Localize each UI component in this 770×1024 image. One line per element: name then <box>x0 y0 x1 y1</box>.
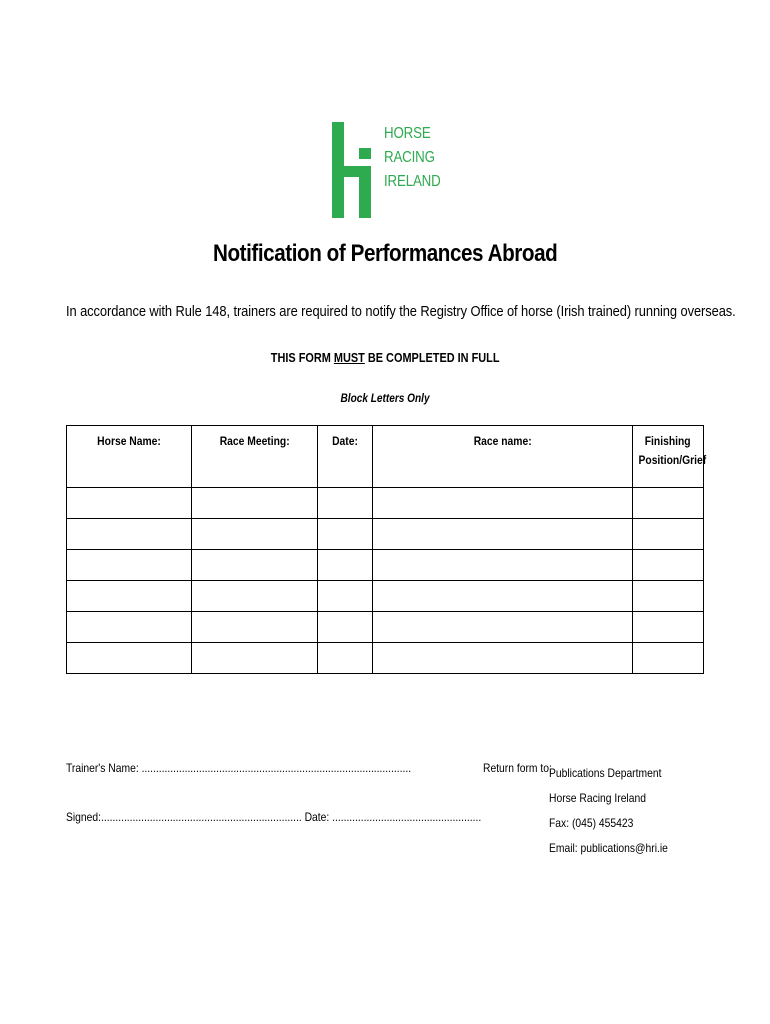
return-form-label: Return form to: <box>483 761 552 775</box>
form-title <box>0 240 770 268</box>
table-row <box>67 550 704 581</box>
header-race-meeting: Race Meeting: <box>192 426 318 488</box>
logo-line-racing: RACING <box>384 149 435 166</box>
block-letters-note <box>0 391 770 405</box>
cell-horse-name[interactable] <box>67 612 192 643</box>
cell-race-meeting[interactable] <box>192 612 318 643</box>
return-email: Email: publications@hri.ie <box>549 841 668 855</box>
hri-logo <box>332 122 442 218</box>
logo-line-ireland: IRELAND <box>384 173 441 190</box>
cell-finishing-position[interactable] <box>633 643 704 674</box>
cell-finishing-position[interactable] <box>633 488 704 519</box>
header-horse-name: Horse Name: <box>67 426 192 488</box>
table-row <box>67 612 704 643</box>
cell-date[interactable] <box>318 643 373 674</box>
header-date: Date: <box>318 426 373 488</box>
cell-race-name[interactable] <box>373 612 633 643</box>
performance-table <box>66 425 707 674</box>
header-finishing-position: Finishing Position/Grief <box>633 426 704 488</box>
cell-finishing-position[interactable] <box>633 519 704 550</box>
cell-race-name[interactable] <box>373 550 633 581</box>
cell-horse-name[interactable] <box>67 550 192 581</box>
logo-wordmark <box>384 122 441 194</box>
table-header-row <box>67 426 704 488</box>
signed-date-line[interactable]: Signed:...................................................................... Date: .................................................... <box>66 810 482 824</box>
intro-text: In accordance with Rule 148, trainers are required to notify the Registry Office of horse (Irish trained) running overseas. <box>66 303 736 320</box>
cell-horse-name[interactable] <box>67 488 192 519</box>
cell-race-name[interactable] <box>373 519 633 550</box>
cell-finishing-position[interactable] <box>633 612 704 643</box>
table-row <box>67 581 704 612</box>
cell-race-meeting[interactable] <box>192 643 318 674</box>
cell-race-name[interactable] <box>373 581 633 612</box>
table-row <box>67 488 704 519</box>
trainer-name-line[interactable]: Trainer's Name: .............................................................................................. <box>66 761 412 775</box>
header-race-name: Race name: <box>373 426 633 488</box>
cell-date[interactable] <box>318 581 373 612</box>
must-after: BE COMPLETED IN FULL <box>364 350 500 365</box>
cell-date[interactable] <box>318 550 373 581</box>
cell-finishing-position[interactable] <box>633 550 704 581</box>
cell-race-name[interactable] <box>373 643 633 674</box>
cell-race-meeting[interactable] <box>192 581 318 612</box>
table-row <box>67 519 704 550</box>
must-complete-notice <box>0 350 770 365</box>
cell-finishing-position[interactable] <box>633 581 704 612</box>
cell-race-meeting[interactable] <box>192 519 318 550</box>
return-organisation: Horse Racing Ireland <box>549 791 646 805</box>
cell-horse-name[interactable] <box>67 643 192 674</box>
must-emphasis: MUST <box>333 350 365 365</box>
cell-date[interactable] <box>318 519 373 550</box>
cell-date[interactable] <box>318 612 373 643</box>
form-title-text: Notification of Performances Abroad <box>212 240 558 267</box>
cell-race-meeting[interactable] <box>192 550 318 581</box>
cell-date[interactable] <box>318 488 373 519</box>
cell-horse-name[interactable] <box>67 581 192 612</box>
return-fax: Fax: (045) 455423 <box>549 816 634 830</box>
logo-line-horse: HORSE <box>384 125 431 142</box>
table-row <box>67 643 704 674</box>
cell-horse-name[interactable] <box>67 519 192 550</box>
hri-logo-mark <box>332 122 377 218</box>
return-address <box>549 761 668 861</box>
cell-race-name[interactable] <box>373 488 633 519</box>
block-letters-text: Block Letters Only <box>340 391 430 405</box>
return-department: Publications Department <box>549 766 662 780</box>
cell-race-meeting[interactable] <box>192 488 318 519</box>
must-before: THIS FORM <box>270 350 334 365</box>
